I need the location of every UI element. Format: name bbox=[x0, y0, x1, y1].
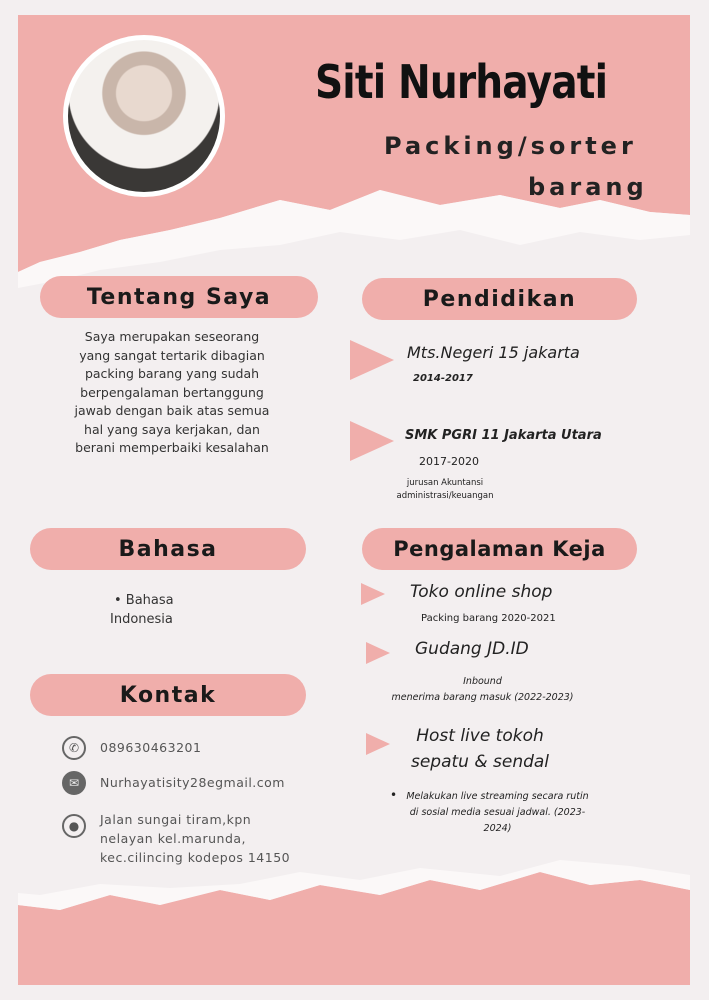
section-education-title: Pendidikan bbox=[362, 278, 637, 320]
bullet-triangle-icon bbox=[366, 642, 390, 664]
section-contact-title: Kontak bbox=[30, 674, 306, 716]
address-line: Jalan sungai tiram,kpn bbox=[100, 812, 252, 827]
experience-detail-3: Melakukan live streaming secara rutin di sosial media sesuai jadwal. (2023-2024) bbox=[406, 791, 589, 834]
about-text: Saya merupakan seseorang yang sangat tertarik dibagian packing barang yang sudah berpengalaman bertanggung jawab dengan baik atas semua hal yang saya kerjakan, dan berani memperbaiki kesalahan bbox=[74, 329, 270, 455]
education-years-1: 2014-2017 bbox=[413, 373, 473, 384]
bullet-triangle-icon bbox=[361, 583, 385, 605]
education-major-sub: administrasi/keuangan bbox=[396, 491, 494, 501]
experience-bullet-dot: • bbox=[390, 788, 398, 802]
language-item: Indonesia bbox=[110, 612, 173, 627]
section-experience-title: Pengalaman Keja bbox=[362, 528, 637, 570]
experience-detail-line: Inbound bbox=[463, 676, 502, 687]
experience-title-line: sepatu & sendal bbox=[410, 752, 550, 772]
profile-photo bbox=[63, 35, 225, 197]
education-school-1: Mts.Negeri 15 jakarta bbox=[407, 343, 580, 362]
section-about-title: Tentang Saya bbox=[40, 276, 318, 318]
experience-title-2: Gudang JD.ID bbox=[415, 639, 529, 659]
language-list bbox=[110, 591, 174, 629]
education-years-2: 2017-2020 bbox=[419, 455, 479, 468]
education-school-2: SMK PGRI 11 Jakarta Utara bbox=[405, 428, 602, 443]
section-language-title: Bahasa bbox=[30, 528, 306, 570]
education-detail-2 bbox=[385, 477, 505, 503]
location-pin-icon: ● bbox=[62, 814, 86, 838]
experience-detail-2 bbox=[375, 674, 590, 706]
language-item: • Bahasa bbox=[114, 593, 174, 608]
address-line: kec.cilincing kodepos 14150 bbox=[100, 850, 291, 865]
bullet-triangle-icon bbox=[350, 421, 394, 461]
role-line-2: barang bbox=[528, 173, 648, 201]
experience-detail-1: Packing barang 2020-2021 bbox=[421, 613, 556, 624]
contact-address bbox=[100, 810, 290, 867]
education-major: jurusan Akuntansi bbox=[406, 478, 484, 488]
phone-icon: ✆ bbox=[62, 736, 86, 760]
role-line-1: Packing/sorter bbox=[384, 132, 637, 160]
experience-detail-line: menerima barang masuk (2022-2023) bbox=[391, 692, 574, 703]
candidate-name: Siti Nurhayati bbox=[315, 55, 608, 109]
bullet-triangle-icon bbox=[350, 340, 394, 380]
contact-email[interactable]: Nurhayatisity28egmail.com bbox=[100, 775, 285, 790]
experience-title-3 bbox=[405, 723, 555, 775]
contact-phone[interactable]: 089630463201 bbox=[100, 740, 202, 755]
experience-title-1: Toko online shop bbox=[410, 582, 553, 602]
email-icon: ✉ bbox=[62, 771, 86, 795]
bullet-triangle-icon bbox=[366, 733, 390, 755]
experience-title-line: Host live tokoh bbox=[416, 726, 544, 746]
address-line: nelayan kel.marunda, bbox=[100, 831, 247, 846]
